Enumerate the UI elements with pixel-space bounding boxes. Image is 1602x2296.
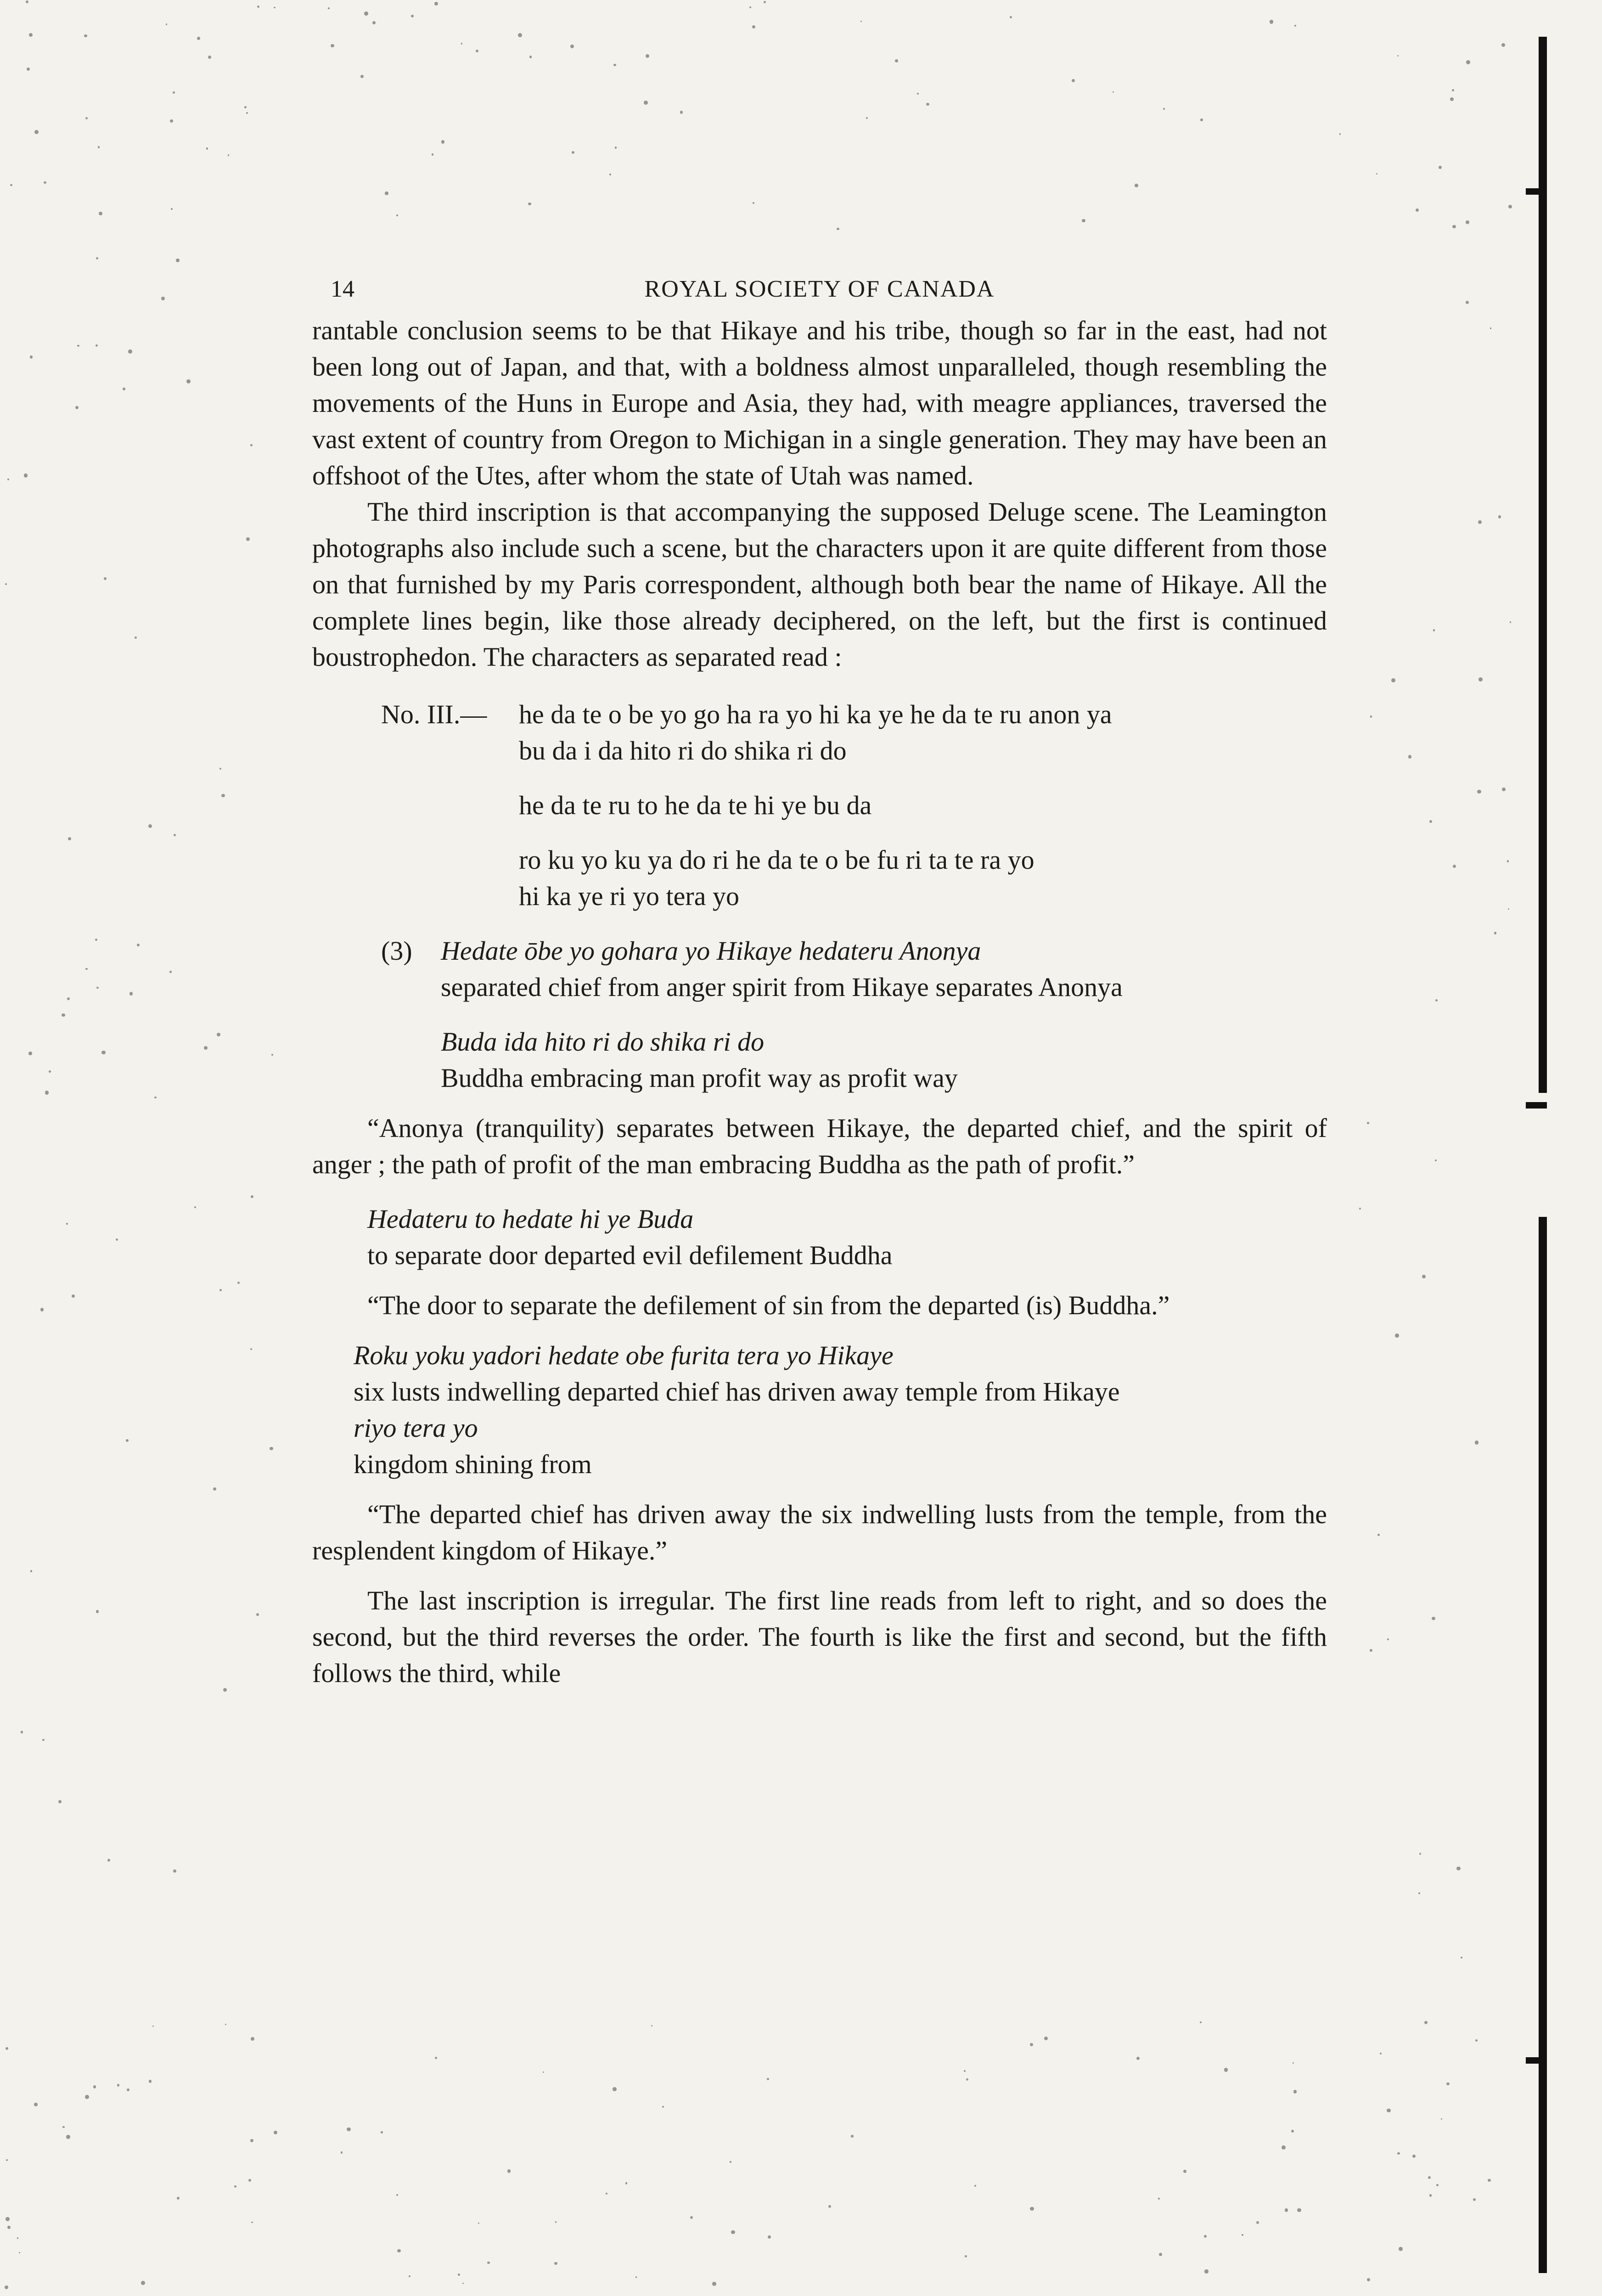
scan-speckle — [1204, 2235, 1207, 2238]
scan-speckle — [173, 1869, 176, 1873]
romanized-line: Buda ida hito ri do shika ri do — [441, 1027, 764, 1057]
scan-speckle — [635, 2276, 637, 2278]
scan-speckle — [1446, 2082, 1450, 2086]
scan-speckle — [609, 174, 611, 175]
scan-speckle — [166, 23, 168, 25]
scan-speckle — [204, 1046, 208, 1050]
scan-speckle — [219, 1289, 222, 1291]
scan-speckle — [680, 111, 683, 113]
scan-speckle — [174, 834, 176, 836]
scan-speckle — [432, 153, 434, 156]
scan-speckle — [1412, 2155, 1416, 2158]
scan-speckle — [613, 64, 616, 67]
scan-speckle — [98, 146, 100, 148]
romanized-line: Roku yoku yadori hedate obe furita tera yo Hikaye — [354, 1340, 894, 1370]
scan-speckle — [341, 2151, 343, 2154]
scan-speckle — [1441, 2118, 1442, 2120]
scan-speckle — [529, 56, 532, 58]
page-edge-line-top — [1539, 37, 1547, 1093]
scan-speckle — [1294, 25, 1296, 27]
scan-speckle — [67, 997, 70, 1000]
scan-speckle — [764, 1, 766, 3]
scan-speckle — [152, 2026, 154, 2027]
scan-speckle — [917, 93, 919, 95]
scan-speckle — [606, 2193, 607, 2195]
scan-speckle — [148, 824, 152, 828]
scan-speckle — [99, 212, 102, 215]
scan-speckle — [434, 2, 438, 6]
scan-speckle — [828, 2205, 831, 2208]
scan-speckle — [1466, 301, 1469, 304]
scan-speckle — [1256, 2221, 1259, 2224]
scan-speckle — [244, 106, 247, 108]
scan-speckle — [96, 1610, 99, 1613]
scan-speckle — [1432, 1617, 1435, 1621]
scan-speckle — [1072, 79, 1075, 82]
scan-speckle — [1429, 2194, 1432, 2197]
scan-speckle — [171, 208, 173, 210]
scan-speckle — [1224, 2068, 1228, 2072]
scan-speckle — [84, 34, 87, 37]
scan-speckle — [1204, 2269, 1208, 2273]
scan-speckle — [1367, 1122, 1369, 1124]
scan-speckle — [246, 537, 250, 541]
scan-speckle — [250, 1348, 252, 1350]
paragraph: The last inscription is irregular. The first line reads from left to right, and so does the second, but the third reverses the order. The fourth is like the first and second, but the fifth follows the third, while — [312, 1586, 1327, 1688]
page-number: 14 — [331, 276, 354, 302]
scan-speckle — [1419, 1853, 1421, 1855]
scan-speckle — [77, 345, 79, 347]
quotation: “The door to separate the defilement of sin from the departed (is) Buddha.” — [367, 1290, 1170, 1320]
scan-speckle — [1380, 2053, 1382, 2054]
scan-speckle — [219, 768, 221, 770]
scan-speckle — [95, 939, 97, 941]
scan-speckle — [1456, 1867, 1460, 1870]
scan-speckle — [176, 259, 180, 262]
scan-speckle — [461, 43, 463, 45]
scan-speckle — [1367, 2278, 1370, 2281]
scan-speckle — [851, 2135, 854, 2138]
scan-speckle — [223, 1688, 227, 1692]
scan-speckle — [10, 184, 12, 186]
scan-speckle — [866, 117, 868, 119]
inscription-line: bu da i da hito ri do shika ri do — [519, 736, 847, 765]
scan-speckle — [128, 349, 132, 353]
scan-speckle — [221, 794, 225, 798]
romanized-line: Hedateru to hedate hi ye Buda — [367, 1204, 694, 1234]
romanized-line: Hedate ōbe yo gohara yo Hikaye hedateru Anonya — [441, 936, 981, 966]
scan-speckle — [5, 583, 7, 585]
scan-speckle — [487, 2262, 489, 2264]
scan-speckle — [93, 2085, 96, 2088]
scan-speckle — [1498, 515, 1501, 518]
scan-speckle — [274, 7, 275, 8]
scan-speckle — [170, 119, 173, 123]
scan-speckle — [518, 33, 522, 37]
scan-speckle — [149, 2080, 152, 2082]
scan-speckle — [234, 2185, 236, 2188]
quotation: “The departed chief has driven away the six indwelling lusts from the temple, from the resplendent kingdom of Hikaye.” — [312, 1499, 1327, 1565]
scan-speckle — [543, 2071, 544, 2073]
scan-speckle — [1370, 1649, 1372, 1652]
scan-speckle — [411, 15, 414, 17]
scan-speckle — [926, 103, 929, 106]
scan-speckle — [135, 636, 137, 639]
scan-speckle — [1163, 108, 1165, 110]
scan-speckle — [17, 2237, 19, 2239]
scan-speckle — [1159, 2253, 1162, 2256]
scan-speckle — [45, 1091, 49, 1094]
scan-speckle — [1478, 677, 1483, 681]
page-body — [312, 257, 1327, 1691]
scan-speckle — [1429, 820, 1432, 823]
scan-speckle — [1113, 91, 1114, 93]
scan-speckle — [749, 6, 752, 9]
scan-speckle — [1370, 715, 1372, 718]
scan-speckle — [137, 944, 140, 946]
scan-speckle — [409, 2275, 410, 2277]
scan-speckle — [256, 1613, 259, 1616]
romanized-line: riyo tera yo — [354, 1413, 478, 1443]
scan-speckle — [228, 154, 230, 156]
scan-speckle — [441, 140, 445, 144]
scan-speckle — [19, 2252, 21, 2254]
paragraph: The third inscription is that accompanying the supposed Deluge scene. The Leamington photographs also include such a scene, but the characters upon it are quite different from those on that furnished by my Paris correspondent, although both bear the name of Hikaye. All the complete lines begin, like those already deciphered, on the left, but the first is continued boustrophedon. The characters as separated read : — [312, 497, 1327, 672]
scan-speckle — [1359, 1208, 1361, 1210]
scan-speckle — [372, 21, 376, 24]
scan-speckle — [1494, 932, 1496, 934]
scan-speckle — [34, 130, 39, 134]
scan-speckle — [24, 473, 28, 478]
scan-speckle — [752, 25, 756, 29]
scan-speckle — [250, 444, 253, 446]
scan-speckle — [257, 6, 259, 8]
scan-speckle — [1282, 2145, 1286, 2150]
scan-speckle — [347, 2127, 350, 2131]
scan-speckle — [646, 54, 649, 58]
inscription-line: ro ku yo ku ya do ri he da te o be fu ri ta te ra yo — [519, 845, 1034, 875]
scan-speckle — [1508, 908, 1509, 910]
scan-speckle — [690, 2216, 693, 2219]
scan-speckle — [30, 355, 33, 358]
scan-speckle — [1435, 999, 1438, 1002]
scan-speckle — [572, 151, 574, 154]
scan-speckle — [528, 203, 531, 206]
paragraph: rantable conclusion seems to be that Hikaye and his tribe, though so far in the east, had not been long out of Japan, and that, with a boldness almost unparalleled, though resembling the movements of the Huns in Europe and Asia, they had, with meagre appliances, traversed the vast extent of country from Oregon to Michigan in a single generation. They may have been an offshoot of the Utes, after whom the state of Utah was named. — [312, 315, 1327, 490]
translation-block — [381, 933, 1327, 1096]
scan-speckle — [731, 2230, 735, 2234]
scan-speckle — [1436, 2184, 1439, 2186]
scan-speckle — [271, 1054, 273, 1056]
scan-speckle — [964, 2070, 966, 2072]
scan-speckle — [385, 191, 388, 195]
scan-speckle — [68, 837, 71, 840]
scan-speckle — [462, 2283, 464, 2284]
scan-speckle — [6, 2217, 9, 2221]
scan-speckle — [613, 2087, 617, 2091]
scan-speckle — [651, 2025, 652, 2026]
scan-speckle — [1270, 20, 1274, 24]
scan-speckle — [186, 379, 191, 383]
scan-speckle — [625, 2182, 627, 2184]
scan-speckle — [1439, 166, 1442, 169]
scan-speckle — [1397, 55, 1399, 57]
scan-speckle — [40, 1308, 44, 1311]
scan-speckle — [62, 1013, 65, 1017]
scan-speckle — [1422, 1275, 1426, 1278]
gloss-line: separated chief from anger spirit from Hikaye separates Anonya — [441, 972, 1123, 1002]
scan-speckle — [270, 1447, 273, 1450]
scan-speckle — [85, 117, 88, 119]
scan-speckle — [72, 1294, 75, 1298]
scan-speckle — [1475, 1441, 1479, 1445]
scan-speckle — [555, 2221, 557, 2223]
scan-speckle — [1293, 2062, 1294, 2064]
scan-speckle — [895, 59, 898, 62]
scan-speckle — [1391, 678, 1395, 682]
scan-speckle — [1200, 118, 1203, 121]
page-edge-line-bottom — [1539, 1217, 1547, 2273]
scan-speckle — [154, 1097, 156, 1098]
scan-speckle — [1450, 97, 1454, 101]
scan-speckle — [1387, 1638, 1389, 1640]
scan-speckle — [1293, 2090, 1297, 2093]
scan-speckle — [85, 2095, 89, 2099]
scan-speckle — [1082, 219, 1085, 222]
scan-speckle — [360, 75, 364, 78]
scan-speckle — [251, 1195, 253, 1198]
scan-speckle — [1200, 2021, 1202, 2023]
scan-speckle — [213, 1487, 216, 1491]
inscription-label: No. III.— — [381, 699, 487, 729]
page-edge-tick — [1526, 188, 1547, 195]
scan-speckle — [177, 2197, 180, 2200]
scan-speckle — [1477, 790, 1481, 793]
scan-speckle — [570, 45, 574, 48]
scan-speckle — [248, 2179, 251, 2182]
scan-speckle — [768, 2235, 771, 2239]
scan-speckle — [225, 2024, 226, 2025]
scan-speckle — [42, 1739, 44, 1741]
scan-speckle — [208, 56, 211, 59]
scan-speckle — [644, 101, 648, 105]
scan-speckle — [965, 2255, 967, 2258]
running-head: ROYAL SOCIETY OF CANADA — [644, 276, 995, 302]
gloss-line: six lusts indwelling departed chief has driven away temple from Hikaye — [354, 1377, 1120, 1407]
scan-speckle — [1030, 2207, 1034, 2211]
scan-speckle — [1435, 1159, 1437, 1161]
scan-speckle — [1452, 89, 1454, 91]
scan-speckle — [1416, 208, 1419, 212]
scan-speckle — [730, 2161, 731, 2162]
page-edge-tick — [1526, 2057, 1547, 2064]
scan-speckle — [1490, 327, 1491, 329]
scan-speckle — [116, 1238, 118, 1241]
scan-speckle — [1475, 2039, 1478, 2042]
gloss-line: to separate door departed evil defilement Buddha — [367, 1240, 893, 1270]
scan-speckle — [364, 11, 368, 15]
scan-speckle — [1452, 225, 1456, 228]
scan-speckle — [49, 1070, 51, 1073]
scan-speckle — [5, 2285, 8, 2289]
scan-speckle — [1461, 1957, 1462, 1958]
scan-speckle — [66, 2135, 70, 2139]
scan-speckle — [662, 2106, 664, 2108]
scan-speckle — [117, 2084, 119, 2086]
scan-speckle — [237, 1282, 240, 1284]
gloss-line: Buddha embracing man profit way as profit way — [441, 1063, 958, 1093]
scan-speckle — [1502, 788, 1506, 791]
inscription-line: hi ka ye ri yo tera yo — [519, 881, 739, 911]
scan-speckle — [1507, 860, 1509, 862]
scan-speckle — [7, 478, 10, 481]
scan-speckle — [251, 2222, 253, 2223]
scan-speckle — [1158, 2198, 1160, 2200]
scan-speckle — [28, 1052, 32, 1055]
scan-speckle — [107, 1859, 110, 1862]
scan-speckle — [1418, 1892, 1420, 1894]
translation-number: (3) — [381, 936, 412, 966]
scan-speckle — [75, 406, 79, 409]
scan-speckle — [615, 146, 617, 148]
scan-speckle — [6, 2159, 8, 2161]
scan-speckle — [712, 2282, 716, 2286]
scan-speckle — [7, 2226, 11, 2229]
scan-speckle — [27, 68, 30, 71]
scan-speckle — [1395, 1334, 1399, 1337]
scan-speckle — [173, 91, 175, 94]
scan-speckle — [58, 1800, 62, 1803]
inscription-line: he da te o be yo go ha ra yo hi ka ye he da te ru anon ya — [519, 699, 1112, 729]
scan-speckle — [435, 2057, 437, 2059]
scan-speckle — [26, 0, 29, 4]
scan-speckle — [767, 2078, 769, 2080]
scan-speckle — [1428, 2176, 1431, 2179]
scan-speckle — [1297, 2208, 1301, 2212]
scan-speckle — [1387, 2109, 1390, 2112]
scan-speckle — [507, 2169, 511, 2173]
scan-speckle — [753, 202, 754, 204]
scan-speckle — [1508, 205, 1512, 208]
scan-speckle — [66, 1223, 67, 1224]
scan-speckle — [44, 181, 46, 184]
scan-speckle — [96, 987, 98, 989]
scan-speckle — [1399, 2247, 1403, 2251]
scan-speckle — [554, 2262, 557, 2265]
scan-speckle — [1488, 2179, 1491, 2182]
scan-speckle — [1473, 2198, 1476, 2201]
scan-speckle — [126, 1439, 129, 1442]
scan-speckle — [101, 1051, 105, 1054]
scan-speckle — [274, 2131, 278, 2135]
scan-speckle — [96, 257, 98, 259]
scan-speckle — [1339, 133, 1341, 135]
scan-speckle — [1453, 865, 1456, 868]
scan-speckle — [250, 2139, 253, 2142]
page-edge-tick — [1526, 1102, 1547, 1109]
scan-speckle — [127, 2088, 129, 2091]
scan-speckle — [161, 297, 165, 300]
page-header — [312, 257, 1327, 312]
scan-speckle — [141, 2281, 145, 2285]
scan-speckle — [966, 2078, 968, 2081]
scan-speckle — [476, 50, 478, 52]
scan-speckle — [1285, 2208, 1288, 2212]
inscription-block — [381, 696, 1327, 914]
scan-speckle — [197, 37, 200, 40]
scan-speckle — [251, 2037, 254, 2041]
translation-block — [367, 1201, 1327, 1273]
scan-speckle — [1510, 621, 1512, 623]
scan-speckle — [1501, 43, 1505, 47]
gloss-line: kingdom shining from — [354, 1449, 592, 1479]
scan-speckle — [860, 21, 862, 22]
scan-speckle — [169, 971, 172, 973]
scan-speckle — [837, 228, 839, 230]
scan-speckle — [1183, 2170, 1186, 2173]
scan-speckle — [328, 7, 330, 9]
scan-speckle — [62, 2126, 65, 2128]
inscription-line: he da te ru to he da te hi ye bu da — [519, 790, 872, 820]
scan-speckle — [1408, 755, 1411, 758]
scan-speckle — [1377, 1534, 1380, 1536]
scan-speckle — [1466, 60, 1470, 64]
scan-speckle — [1433, 629, 1435, 631]
scan-speckle — [1291, 2130, 1294, 2133]
scan-speckle — [1242, 2234, 1243, 2236]
scan-speckle — [1376, 173, 1377, 174]
scan-speckle — [123, 388, 125, 390]
scan-speckle — [1010, 16, 1012, 18]
scan-speckle — [381, 2131, 383, 2133]
scan-speckle — [1136, 2057, 1140, 2060]
scan-speckle — [478, 2223, 479, 2224]
quotation: “Anonya (tranquility) separates between Hikaye, the departed chief, and the spirit of anger ; the path of profit of the man embracing Buddha as the path of profit.” — [312, 1113, 1327, 1179]
scan-speckle — [206, 147, 208, 150]
scan-speckle — [396, 214, 398, 216]
scan-speckle — [21, 1731, 23, 1733]
translation-block — [354, 1337, 1327, 1482]
scan-speckle — [1044, 2037, 1048, 2040]
scan-speckle — [6, 2047, 8, 2050]
scan-speckle — [397, 2249, 400, 2252]
scan-speckle — [1135, 184, 1138, 187]
scan-speckle — [34, 2103, 38, 2106]
scan-speckle — [1397, 2152, 1400, 2155]
scan-speckle — [1478, 520, 1482, 524]
scan-speckle — [396, 2194, 398, 2196]
scan-speckle — [246, 112, 248, 114]
scan-speckle — [96, 344, 98, 347]
scan-speckle — [194, 1206, 196, 1208]
scan-speckle — [30, 1570, 32, 1572]
scan-speckle — [104, 577, 107, 580]
scan-speckle — [1424, 2021, 1428, 2024]
scan-speckle — [331, 44, 334, 47]
scan-speckle — [29, 33, 33, 37]
scan-speckle — [1466, 220, 1469, 224]
scan-speckle — [974, 2185, 976, 2187]
scan-speckle — [85, 968, 87, 970]
scan-speckle — [129, 992, 133, 996]
scan-speckle — [458, 2273, 460, 2276]
scan-speckle — [1030, 2043, 1034, 2047]
scan-speckle — [217, 1033, 220, 1036]
